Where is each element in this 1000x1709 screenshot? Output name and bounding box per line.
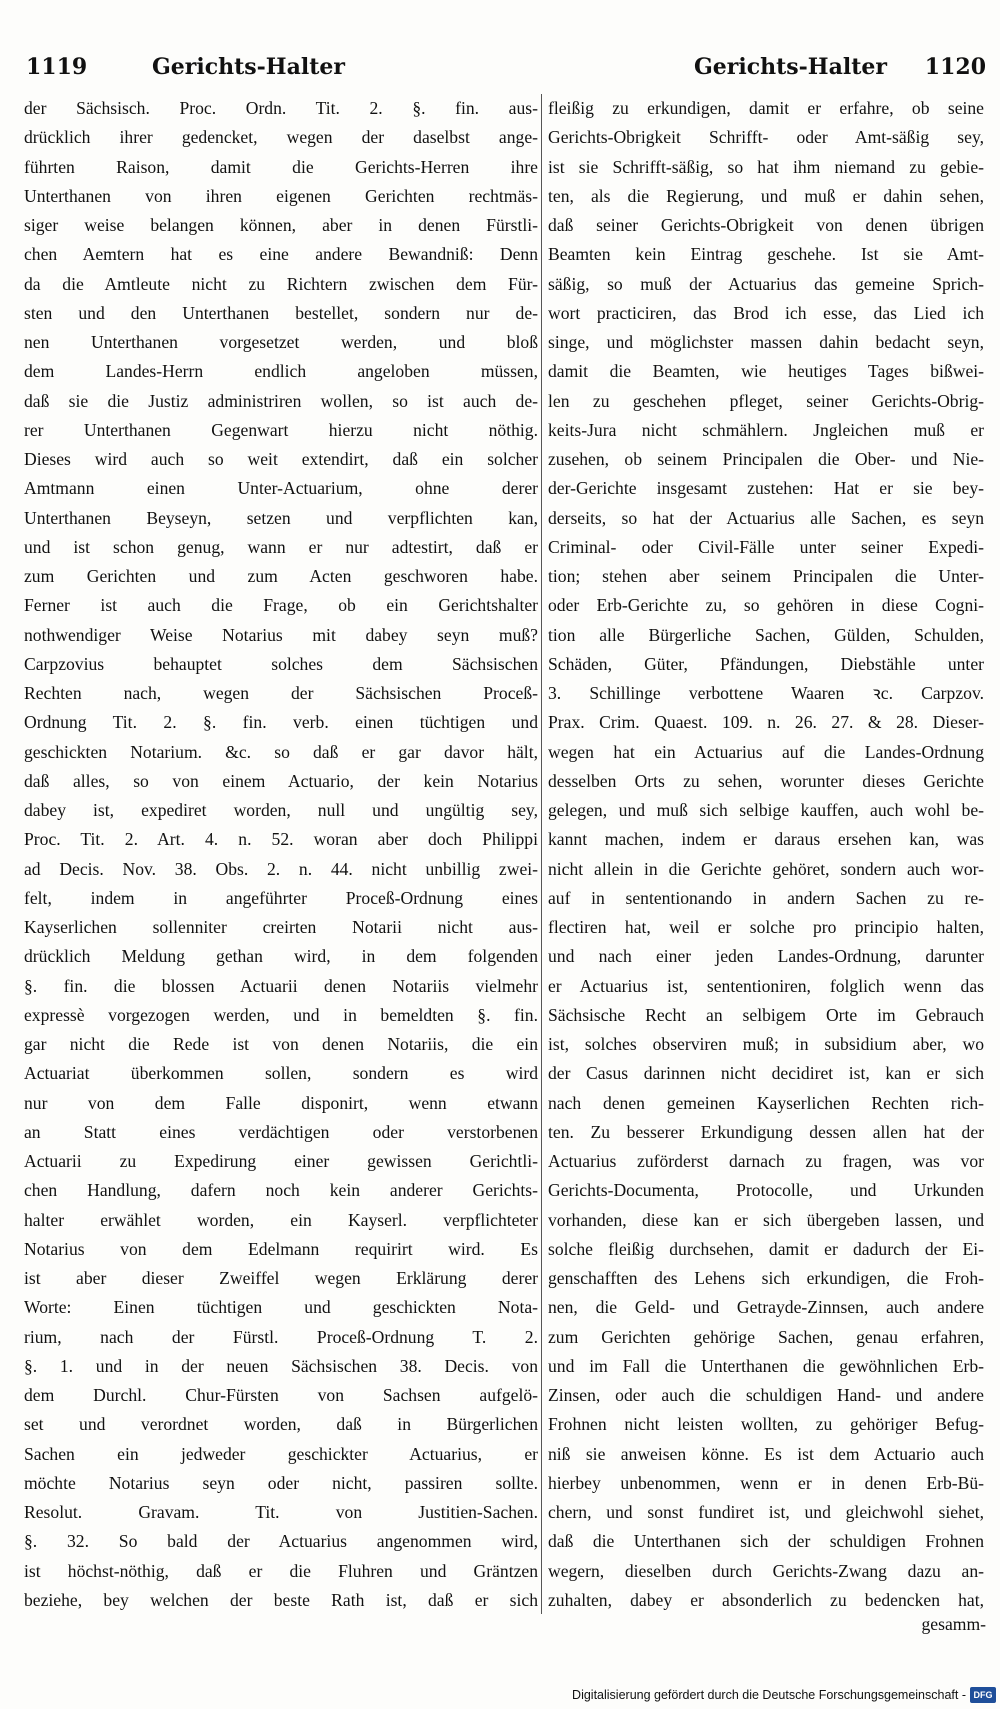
text-line: ist höchst-nöthig, daß er die Fluhren und Gräntzen xyxy=(24,1560,538,1581)
text-line: geschickten Notarium. &c. so daß er gar davor hält, xyxy=(24,741,538,762)
text-line: felt, indem in angeführter Proceß-Ordnung eines xyxy=(24,887,538,908)
text-line: tion; stehen aber seinem Principalen die Unter- xyxy=(548,566,984,586)
text-line: Proc. Tit. 2. Art. 4. n. 52. woran aber doch Philippi xyxy=(24,829,538,850)
text-line: zuhalten, dabey er absonderlich zu bedencken hat, xyxy=(548,1589,984,1610)
text-line: Rechten nach, wegen der Sächsischen Proceß- xyxy=(24,683,538,703)
text-line: dabey ist, expediret worden, null und ungültig sey, xyxy=(24,800,538,820)
text-line: dem Landes-Herrn endlich angeloben müssen, xyxy=(24,361,538,382)
catchword: gesamm- xyxy=(921,1614,986,1634)
text-line: führten Raison, damit die Gerichts-Herren ihre xyxy=(24,156,538,177)
text-line: len zu geschehen pfleget, seiner Gerichts-Obrig- xyxy=(548,390,984,411)
text-line: ten, als die Regierung, und muß er dahin sehen, xyxy=(548,185,984,206)
text-line: ten. Zu besserer Erkundigung dessen allen hat der xyxy=(548,1121,984,1142)
text-line: Sachen ein jedweder geschickter Actuarius, er xyxy=(24,1443,538,1464)
page-header xyxy=(24,52,986,86)
text-line: Criminal- oder Civil-Fälle unter seiner Expedi- xyxy=(548,536,984,557)
text-line: siger weise belangen können, aber in denen Fürstli- xyxy=(24,215,538,235)
text-line: keits-Jura nicht schmählern. Jngleichen muß er xyxy=(548,419,984,440)
text-line: Unterthanen Beyseyn, setzen und verpflichten kan, xyxy=(24,507,538,528)
text-line: Actuarii zu Expedirung einer gewissen Gerichtli- xyxy=(24,1151,538,1171)
text-line: Dieses wird auch so weit extendirt, daß ein solcher xyxy=(24,449,538,469)
text-line: wegen hat ein Actuarius auf die Landes-Ordnung xyxy=(548,741,984,762)
text-line: Carpzovius behauptet solches dem Sächsischen xyxy=(24,653,538,674)
text-line: Ferner ist auch die Frage, ob ein Gerichtshalter xyxy=(24,595,538,616)
text-line: er Actuarius ist, sententioniren, folglich wenn das xyxy=(548,975,984,996)
text-line: der Casus darinnen nicht decidiret ist, kan er sich xyxy=(548,1063,984,1084)
text-line: Actuariat überkommen sollen, sondern es wird xyxy=(24,1063,538,1084)
text-line: Kayserlichen sollenniter creirten Notarii nicht aus- xyxy=(24,917,538,937)
text-line: und nach einer jeden Landes-Ordnung, darunter xyxy=(548,946,984,967)
text-line: Frohnen nicht leisten wollten, zu gehöriger Befug- xyxy=(548,1414,984,1435)
text-line: beziehe, bey welchen der beste Rath ist, daß er sich xyxy=(24,1589,538,1610)
text-line: solche fleißig durchsehen, damit er dadurch der Ei- xyxy=(548,1238,984,1259)
text-line: kannt machen, indem er daraus ersehen kan, was xyxy=(548,829,984,850)
text-line: da die Amtleute nicht zu Richtern zwischen dem Für- xyxy=(24,273,538,294)
text-line: daß seiner Gerichts-Obrigkeit von denen übrigen xyxy=(548,215,984,235)
text-line: hierbey unbenommen, wenn er in denen Erb-Bü- xyxy=(548,1472,984,1493)
text-line: Schäden, Güter, Pfändungen, Diebstähle unter xyxy=(548,653,984,674)
text-line: Sächsische Recht an selbigem Orte im Gebrauch xyxy=(548,1004,984,1025)
text-line: zusehen, ob seinem Principalen die Ober- und Nie- xyxy=(548,449,984,469)
text-line: daß die Unterthanen sich der schuldigen Frohnen xyxy=(548,1531,984,1552)
text-line: und ist schon genug, wann er nur adtestirt, daß er xyxy=(24,536,538,557)
page-number-right: 1120 xyxy=(924,54,986,80)
text-line: rium, nach der Fürstl. Proceß-Ordnung T. 2. xyxy=(24,1326,538,1347)
text-line: set und verordnet worden, daß in Bürgerlichen xyxy=(24,1414,538,1435)
text-line: tion alle Bürgerliche Sachen, Gülden, Schulden, xyxy=(548,624,984,645)
text-line: Actuarius zuförderst darnach zu fragen, was vor xyxy=(548,1151,984,1171)
text-line: wort practiciren, das Brod ich esse, das Lied ich xyxy=(548,302,984,323)
text-column-right xyxy=(548,94,984,1614)
text-line: halter erwählet worden, ein Kayserl. verpflichteter xyxy=(24,1209,538,1230)
text-line: Prax. Crim. Quaest. 109. n. 26. 27. & 28. Dieser- xyxy=(548,712,984,733)
text-line: singe, und möglichster massen dahin bedacht seyn, xyxy=(548,332,984,352)
text-line: §. 32. So bald der Actuarius angenommen wird, xyxy=(24,1531,538,1552)
text-line: drücklich Meldung gethan wird, in dem folgenden xyxy=(24,946,538,967)
text-line: gelegen, und muß sich selbige kauffen, auch wohl be- xyxy=(548,800,984,820)
footer-bar xyxy=(0,1686,1000,1706)
funding-note: Digitalisierung gefördert durch die Deutsche Forschungsgemeinschaft - xyxy=(572,1688,966,1702)
text-line: zum Gerichten gehörige Sachen, genau erfahren, xyxy=(548,1326,984,1347)
text-line: Notarius von dem Edelmann requirirt wird. Es xyxy=(24,1238,538,1259)
text-line: und im Fall die Unterthanen die gewöhnlichen Erb- xyxy=(548,1355,984,1376)
text-line: nicht allein in die Gerichte gehöret, sondern auch wor- xyxy=(548,858,984,879)
text-line: Gerichts-Obrigkeit Schrifft- oder Amt-säßig sey, xyxy=(548,127,984,148)
text-line: genschafften des Lehens sich erkundigen, die Froh- xyxy=(548,1268,984,1288)
text-line: §. fin. die blossen Actuarii denen Notariis vielmehr xyxy=(24,975,538,996)
text-line: chen Handlung, dafern noch kein anderer Gerichts- xyxy=(24,1180,538,1201)
text-line: nen, die Geld- und Getrayde-Zinnsen, auch andere xyxy=(548,1297,984,1318)
text-line: ist, solches observiren muß; in subsidium aber, wo xyxy=(548,1034,984,1054)
text-line: drücklich ihrer gedencket, wegen der daselbst ange- xyxy=(24,127,538,148)
text-line: der-Gerichte insgesamt zustehen: Hat er sie bey- xyxy=(548,478,984,499)
text-line: chern, und sonst fundiret ist, und gleichwohl siehet, xyxy=(548,1502,984,1522)
text-line: daß sie die Justiz administriren wollen, so ist auch de- xyxy=(24,390,538,411)
text-line: oder Erb-Gerichte zu, so gehören in diese Cogni- xyxy=(548,595,984,616)
text-column-left xyxy=(24,94,538,1614)
text-line: rer Unterthanen Gegenwart hierzu nicht nöthig. xyxy=(24,419,538,440)
running-title-left: Gerichts-Halter xyxy=(152,54,345,80)
column-divider xyxy=(541,94,542,1614)
text-line: Gerichts-Documenta, Protocolle, und Urkunden xyxy=(548,1180,984,1201)
text-line: nen Unterthanen vorgesetzet werden, und bloß xyxy=(24,332,538,352)
text-line: an Statt eines verdächtigen oder verstorbenen xyxy=(24,1121,538,1142)
text-line: nur von dem Falle disponirt, wenn etwann xyxy=(24,1092,538,1113)
text-line: Worte: Einen tüchtigen und geschickten Nota- xyxy=(24,1297,538,1318)
text-line: vorhanden, diese kan er sich übergeben lassen, und xyxy=(548,1209,984,1230)
text-line: ist sie Schrifft-säßig, so hat ihm niemand zu gebie- xyxy=(548,156,984,177)
text-line: ad Decis. Nov. 38. Obs. 2. n. 44. nicht unbillig zwei- xyxy=(24,858,538,879)
text-line: §. 1. und in der neuen Sächsischen 38. Decis. von xyxy=(24,1355,538,1376)
text-line: Resolut. Gravam. Tit. von Justitien-Sachen. xyxy=(24,1502,538,1522)
text-line: niß sie anweisen könne. Es ist dem Actuario auch xyxy=(548,1443,984,1464)
text-line: nach denen gemeinen Kayserlichen Rechten rich- xyxy=(548,1092,984,1113)
text-line: Zinsen, oder auch die schuldigen Hand- und andere xyxy=(548,1385,984,1405)
text-line: Amtmann einen Unter-Actuarium, ohne derer xyxy=(24,478,538,499)
text-line: säßig, so muß der Actuarius das gemeine Sprich- xyxy=(548,273,984,294)
text-line: nothwendiger Weise Notarius mit dabey seyn muß? xyxy=(24,624,538,645)
text-line: derseits, so hat der Actuarius alle Sachen, es seyn xyxy=(548,507,984,528)
page-number-left: 1119 xyxy=(26,54,88,80)
text-line: Beamten kein Eintrag geschehe. Ist sie Amt- xyxy=(548,244,984,265)
text-line: Ordnung Tit. 2. §. fin. verb. einen tüchtigen und xyxy=(24,712,538,733)
text-line: 3. Schillinge verbottene Waaren ꝛc. Carpzov. xyxy=(548,683,984,703)
text-line: gar nicht die Rede ist von denen Notariis, die ein xyxy=(24,1034,538,1054)
text-line: daß alles, so von einem Actuario, der kein Notarius xyxy=(24,770,538,791)
running-title-right: Gerichts-Halter xyxy=(694,54,887,80)
text-line: fleißig zu erkundigen, damit er erfahre, ob seine xyxy=(548,98,984,118)
text-line: expressè vorgezogen werden, und in bemeldten §. fin. xyxy=(24,1004,538,1025)
text-line: ist aber dieser Zweiffel wegen Erklärung derer xyxy=(24,1268,538,1288)
text-line: zum Gerichten und zum Acten geschworen habe. xyxy=(24,566,538,586)
text-line: Unterthanen von ihren eigenen Gerichten rechtmäs- xyxy=(24,185,538,206)
text-line: auf in sententionando in andern Sachen zu re- xyxy=(548,887,984,908)
text-line: damit die Beamten, wie heutiges Tages bißwei- xyxy=(548,361,984,382)
text-line: möchte Notarius seyn oder nicht, passiren sollte. xyxy=(24,1472,538,1493)
text-line: desselben Orts zu sehen, worunter dieses Gerichte xyxy=(548,770,984,791)
text-line: sten und den Unterthanen bestellet, sondern nur de- xyxy=(24,302,538,323)
text-line: flectiren hat, weil er solche pro principio halten, xyxy=(548,917,984,937)
text-line: chen Aemtern hat es eine andere Bewandniß: Denn xyxy=(24,244,538,265)
text-line: dem Durchl. Chur-Fürsten von Sachsen aufgelö- xyxy=(24,1385,538,1405)
dfg-logo-icon: DFG xyxy=(970,1687,996,1703)
text-line: der Sächsisch. Proc. Ordn. Tit. 2. §. fin. aus- xyxy=(24,98,538,118)
text-line: wegern, dieselben durch Gerichts-Zwang dazu an- xyxy=(548,1560,984,1581)
